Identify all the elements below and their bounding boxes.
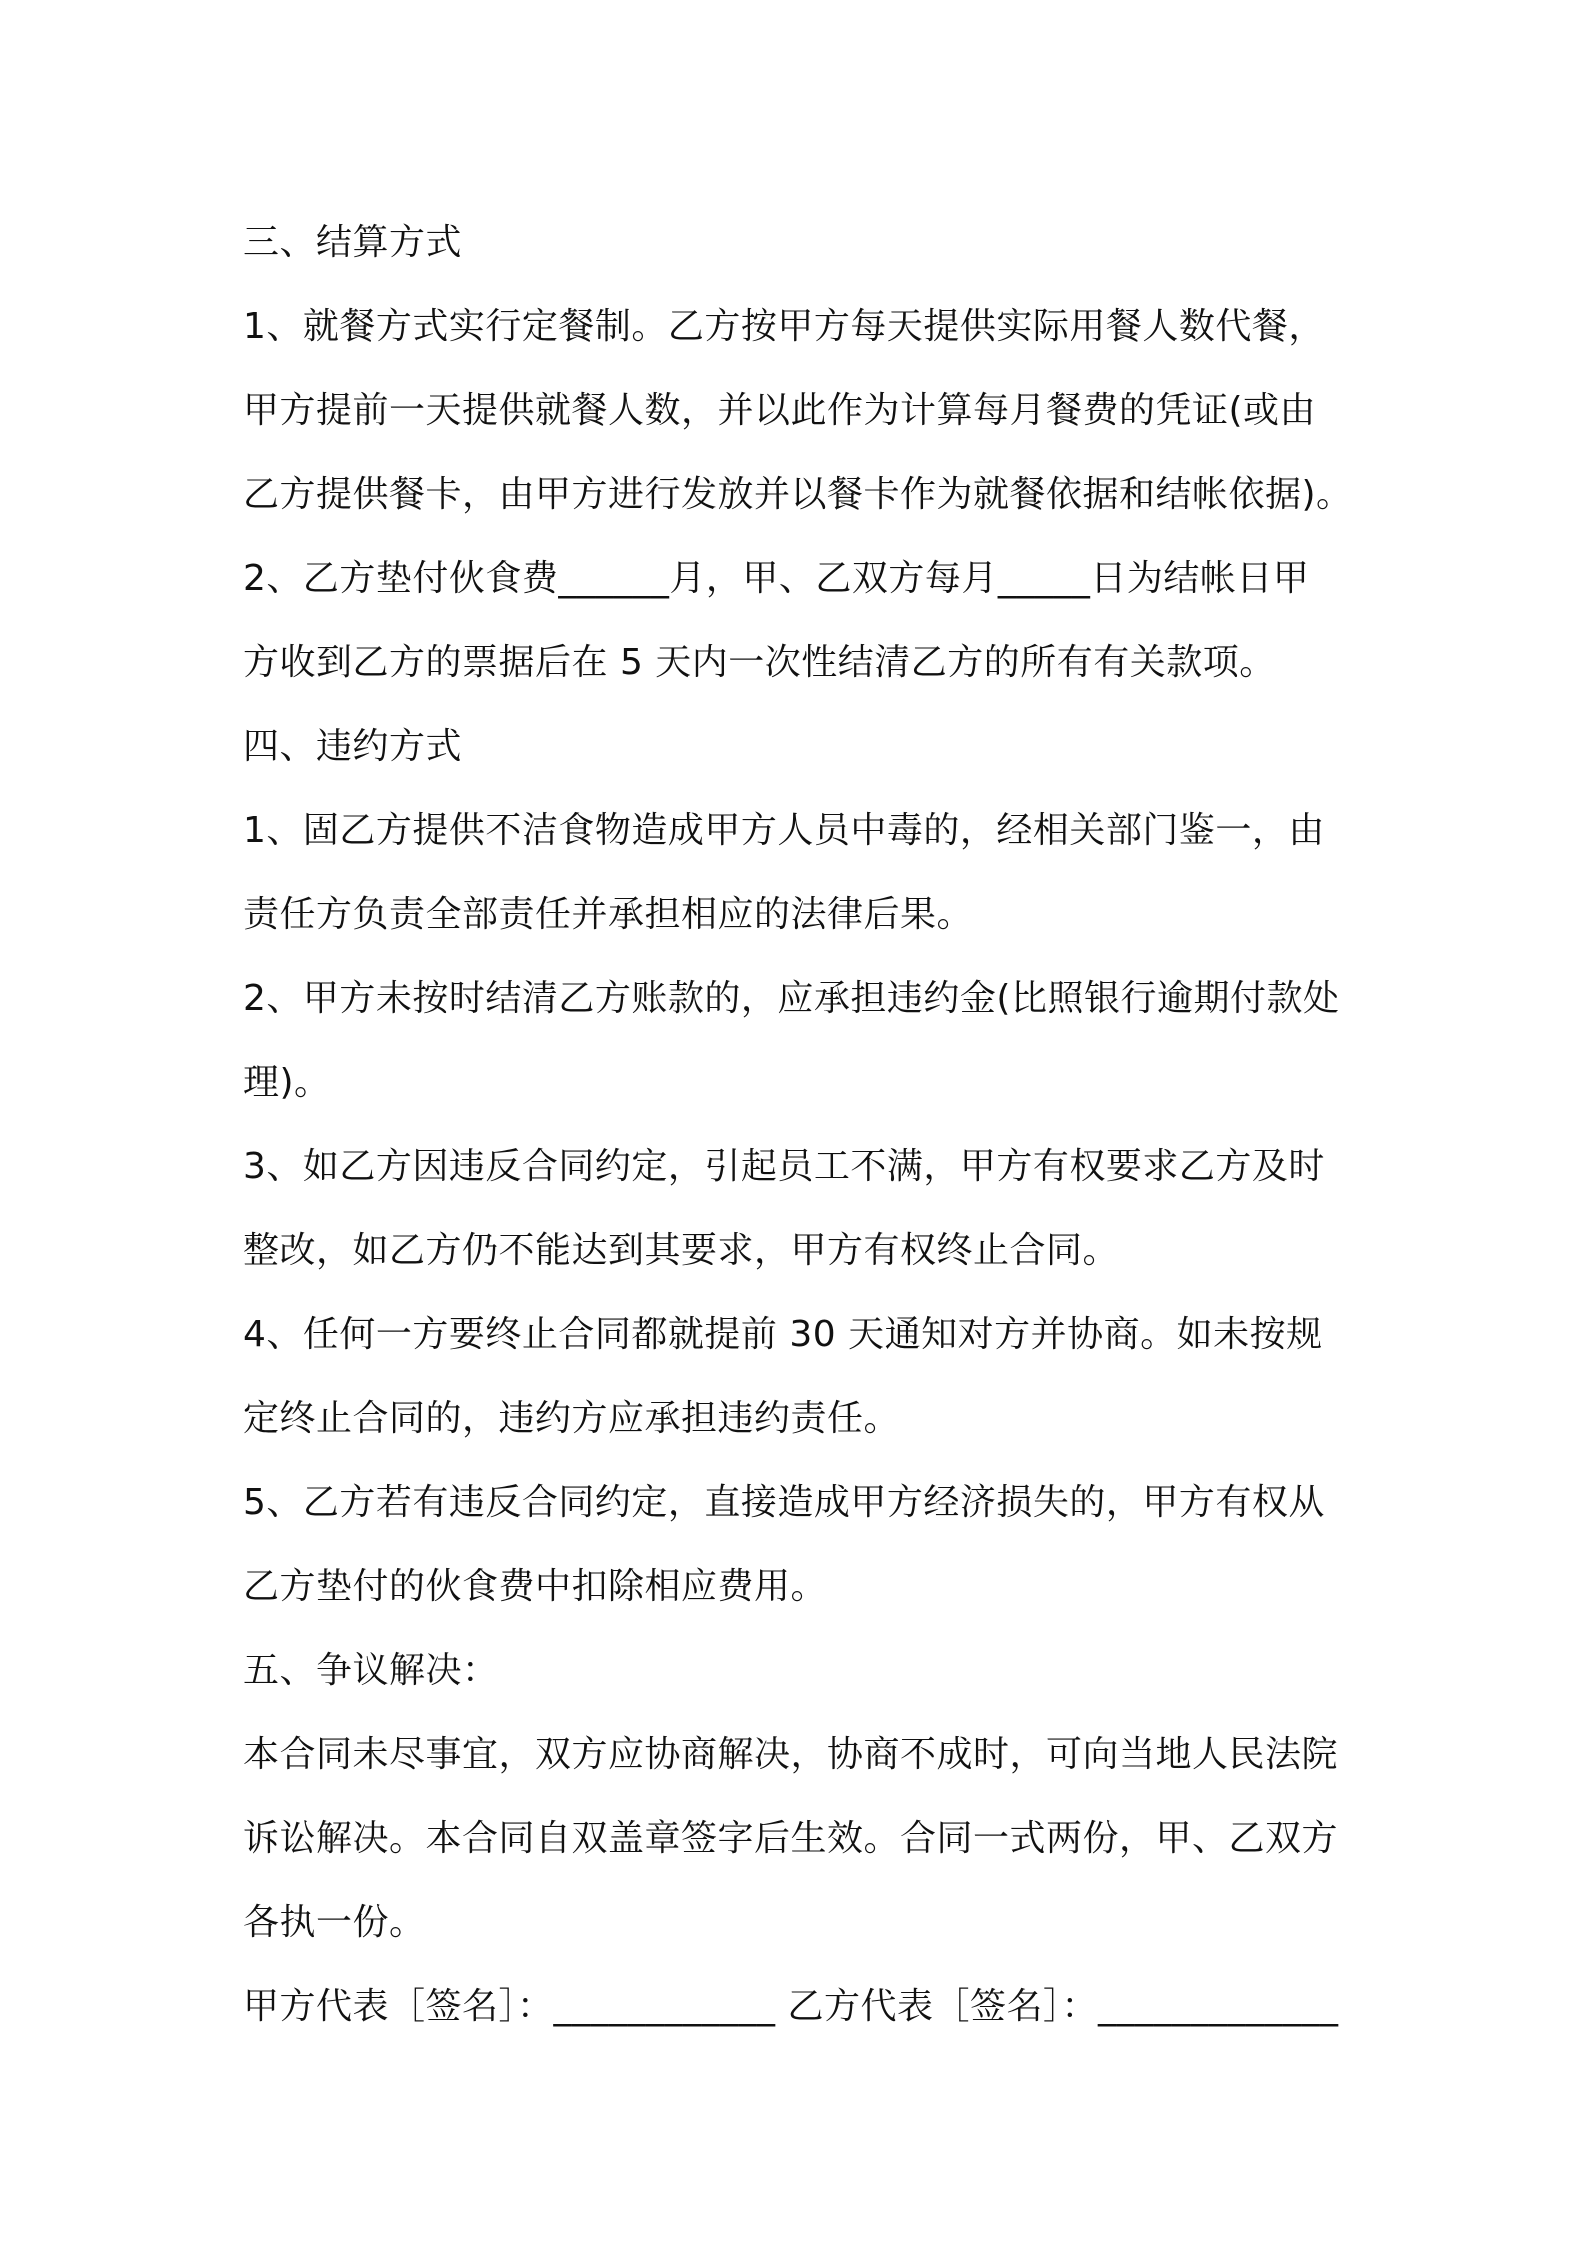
paragraph-line: 理)。 xyxy=(243,1062,331,1103)
signature-line: 甲方代表［签名］：____________ 乙方代表［签名］：_____________ xyxy=(243,1986,1339,2027)
paragraph-line: 1、固乙方提供不洁食物造成甲方人员中毒的，经相关部门鉴一，由 xyxy=(243,810,1325,851)
paragraph-line: 乙方提供餐卡，由甲方进行发放并以餐卡作为就餐依据和结帐依据)。 xyxy=(243,474,1353,515)
paragraph-line: 整改，如乙方仍不能达到其要求，甲方有权终止合同。 xyxy=(243,1230,1120,1271)
paragraph-line: 乙方垫付的伙食费中扣除相应费用。 xyxy=(243,1566,828,1607)
paragraph-line: 1、就餐方式实行定餐制。乙方按甲方每天提供实际用餐人数代餐， xyxy=(243,306,1325,347)
section-heading-breach: 四、违约方式 xyxy=(243,726,463,767)
section-heading-settlement: 三、结算方式 xyxy=(243,222,463,263)
paragraph-line: 责任方负责全部责任并承担相应的法律后果。 xyxy=(243,894,974,935)
paragraph-line: 3、如乙方因违反合同约定，引起员工不满，甲方有权要求乙方及时 xyxy=(243,1146,1325,1187)
section-heading-dispute: 五、争议解决： xyxy=(243,1650,499,1691)
paragraph-line: 定终止合同的，违约方应承担违约责任。 xyxy=(243,1398,901,1439)
paragraph-line: 各执一份。 xyxy=(243,1902,426,1943)
paragraph-line: 5、乙方若有违反合同约定，直接造成甲方经济损失的，甲方有权从 xyxy=(243,1482,1325,1523)
paragraph-line: 本合同未尽事宜，双方应协商解决，协商不成时，可向当地人民法院 xyxy=(243,1734,1339,1775)
paragraph-line: 4、任何一方要终止合同都就提前 30 天通知对方并协商。如未按规 xyxy=(243,1314,1323,1355)
paragraph-line: 甲方提前一天提供就餐人数，并以此作为计算每月餐费的凭证(或由 xyxy=(243,390,1317,431)
paragraph-line: 2、乙方垫付伙食费______月，甲、乙双方每月_____日为结帐日甲 xyxy=(243,558,1310,599)
paragraph-line: 方收到乙方的票据后在 5 天内一次性结清乙方的所有有关款项。 xyxy=(243,642,1276,683)
document-body xyxy=(243,201,1373,2049)
paragraph-line: 2、甲方未按时结清乙方账款的，应承担违约金(比照银行逾期付款处 xyxy=(243,978,1340,1019)
paragraph-line: 诉讼解决。本合同自双盖章签字后生效。合同一式两份，甲、乙双方 xyxy=(243,1818,1339,1859)
